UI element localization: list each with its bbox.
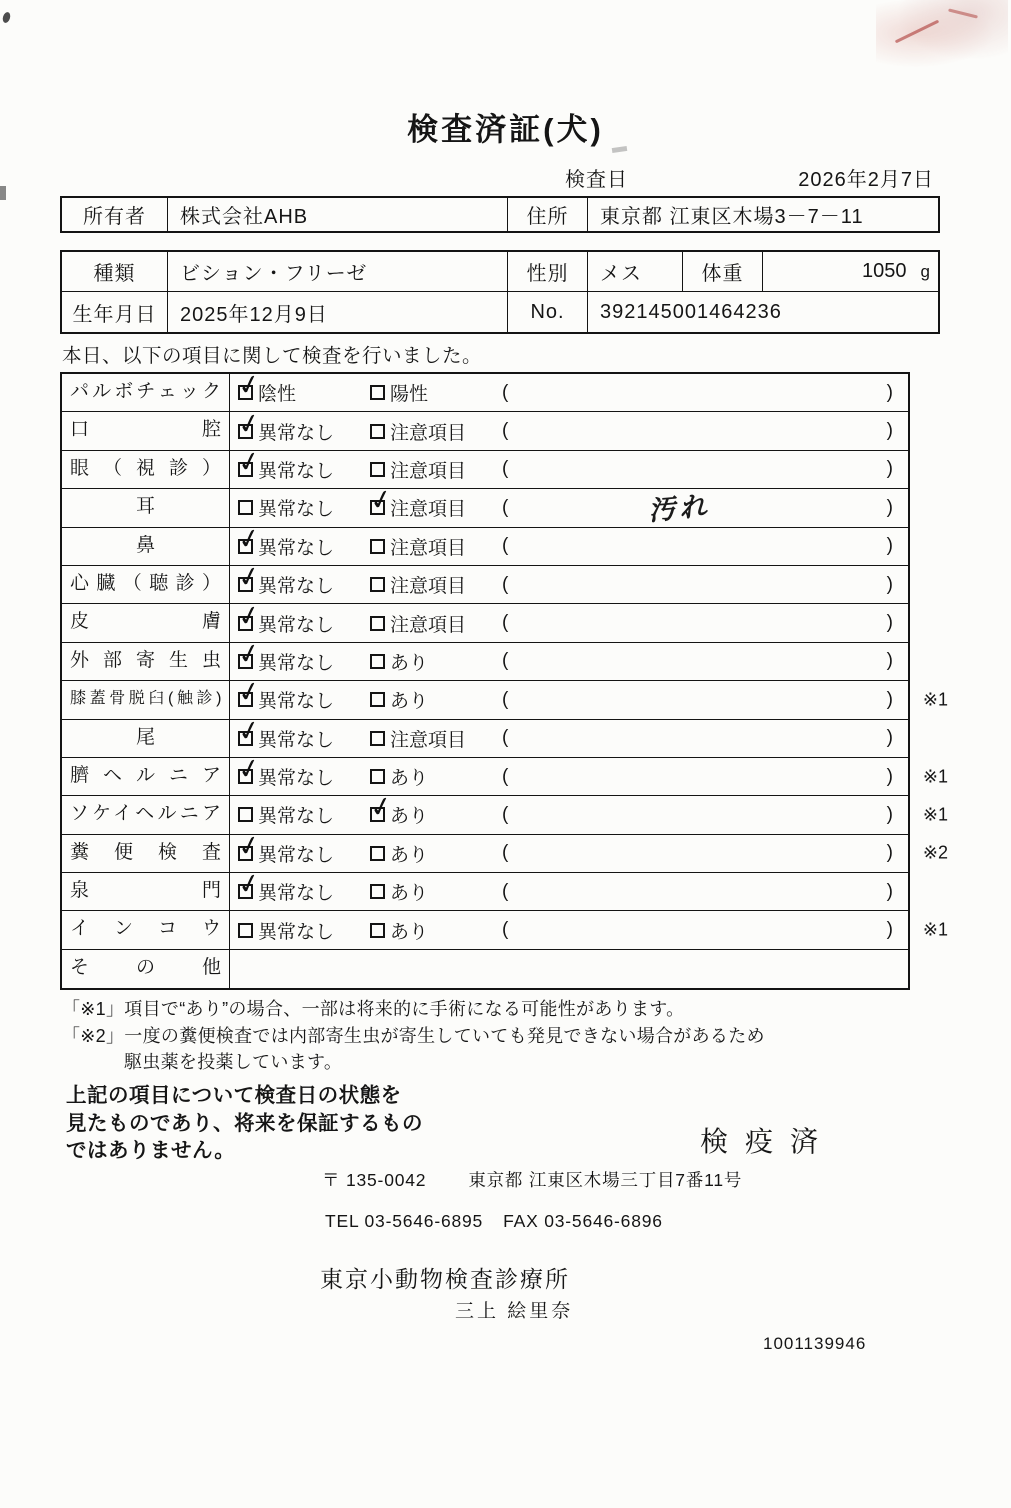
footnote-mark: ※1	[922, 689, 948, 710]
paren-close: )	[886, 496, 893, 518]
checklist-item-name: 皮膚	[62, 604, 230, 641]
checklist-option-2	[362, 681, 495, 718]
option-2-label: あり	[390, 883, 429, 905]
inspection-date-label: 検査日	[565, 169, 628, 191]
checklist-item-name: パルボチェック	[62, 374, 230, 411]
option-2-label: あり	[390, 691, 429, 713]
option-1-label: 異常なし	[258, 691, 335, 713]
paren-open: (	[502, 880, 509, 902]
option-1-label: 異常なし	[258, 768, 335, 790]
paren-open: (	[502, 381, 509, 403]
checkbox	[370, 539, 385, 554]
checklist-option-2	[362, 643, 495, 680]
clinic-address-row	[322, 1167, 742, 1192]
paren-open: (	[502, 496, 509, 518]
checklist-option-2	[362, 528, 495, 565]
veterinarian-name: 三上 絵里奈	[455, 1301, 574, 1322]
option-2-label: あり	[390, 652, 429, 674]
clinic-tel-row	[325, 1211, 663, 1232]
paren-close: )	[886, 573, 893, 595]
scan-artifact	[895, 20, 939, 44]
paren-open: (	[502, 612, 509, 634]
paren-close: )	[886, 727, 893, 749]
checklist-option-2	[362, 835, 495, 872]
checklist-option-1	[230, 368, 362, 411]
disclaimer-line-2: 見たものであり、将来を保証するもの	[66, 1111, 423, 1135]
checkbox	[367, 483, 396, 519]
paren-close: )	[886, 650, 893, 672]
checklist-option-1	[230, 752, 362, 795]
paren-open: (	[502, 919, 509, 941]
checklist-row	[62, 368, 908, 412]
option-1-label: 異常なし	[258, 844, 335, 866]
clinic-fax: FAX 03-5646-6896	[503, 1211, 663, 1231]
checklist-option-1	[230, 406, 362, 449]
checkbox	[238, 807, 253, 822]
remarks-area	[495, 873, 908, 910]
clinic-postal-code: 〒 135-0042	[322, 1170, 427, 1190]
checklist-option-1	[230, 444, 362, 488]
scan-artifact	[1, 11, 11, 24]
no-value: 392145001464236	[587, 292, 938, 332]
breed-value: ビション・フリーゼ	[167, 252, 507, 291]
checklist-option-1	[230, 598, 362, 641]
paren-open: (	[502, 727, 509, 749]
checklist-option-1	[230, 713, 362, 757]
checklist-row	[62, 598, 908, 642]
checklist-option-1	[230, 867, 362, 910]
option-1-label: 異常なし	[258, 806, 335, 828]
checkmark-icon: ✓	[235, 406, 264, 442]
checklist-row	[62, 521, 908, 566]
option-2-label: 注意項目	[390, 422, 467, 444]
option-1-label: 異常なし	[258, 537, 335, 559]
paren-close: )	[886, 880, 893, 902]
checkmark-icon: ✓	[235, 560, 264, 596]
checkbox	[370, 462, 385, 477]
checklist-row	[62, 911, 948, 949]
checkbox	[370, 654, 385, 669]
checkbox	[235, 444, 264, 480]
option-2-label: 注意項目	[390, 576, 467, 598]
inspection-date-row	[60, 163, 940, 189]
owner-label: 所有者	[83, 206, 146, 228]
birthdate-label: 生年月日	[72, 303, 157, 326]
checklist-option-1	[230, 796, 362, 833]
paren-open: (	[502, 420, 509, 442]
checkbox	[370, 769, 385, 784]
checkbox	[235, 675, 264, 711]
remarks-area	[495, 604, 908, 641]
checklist-row	[62, 790, 948, 834]
handwritten-note: 汚れ	[646, 491, 712, 528]
animal-info-table	[60, 250, 940, 334]
checklist-item-name: 臍ヘルニア	[62, 758, 230, 795]
checklist-option-1	[230, 828, 362, 872]
breed-label: 種類	[93, 263, 136, 285]
paren-close: )	[886, 612, 893, 634]
checkmark-icon: ✓	[235, 828, 264, 864]
option-2-label: 注意項目	[390, 729, 467, 751]
checkbox	[235, 636, 264, 672]
paren-close: )	[886, 842, 893, 864]
checklist-option-2	[362, 911, 495, 948]
option-2-label: あり	[390, 844, 429, 866]
page-title: 検査済証(犬)	[407, 112, 604, 147]
remarks-area	[495, 451, 908, 488]
checklist-option-2	[362, 758, 495, 795]
checkbox	[370, 884, 385, 899]
checklist-option-2	[362, 604, 495, 641]
remarks-area	[495, 374, 908, 411]
checkmark-icon: ✓	[235, 675, 264, 711]
disclaimer-line-3: ではありません。	[66, 1139, 236, 1162]
paren-close: )	[886, 919, 893, 941]
checklist-item-name: 口腔	[62, 412, 230, 449]
option-1-label: 陰性	[258, 384, 297, 406]
checklist-item-name: 眼（視診）	[62, 451, 230, 488]
checklist-option-2	[362, 451, 495, 488]
checklist-row	[62, 636, 908, 681]
address-label: 住所	[507, 198, 587, 231]
option-2-label: あり	[390, 806, 429, 828]
checklist-item-name: 鼻	[62, 528, 230, 565]
checkmark-icon: ✓	[235, 444, 264, 480]
option-1-label: 異常なし	[258, 883, 335, 905]
checklist-option-2	[362, 374, 495, 411]
checklist-row	[62, 560, 908, 604]
checkmark-icon: ✓	[235, 598, 264, 634]
checkbox	[235, 560, 264, 596]
option-2-label: あり	[390, 921, 429, 943]
checkbox	[238, 923, 253, 938]
option-1-label: 異常なし	[258, 576, 335, 598]
remarks-area	[495, 720, 908, 757]
checklist-row	[62, 752, 948, 796]
paren-open: (	[502, 803, 509, 825]
checklist-table	[60, 368, 948, 990]
checklist-item-name: 心臓（聴診）	[62, 566, 230, 603]
checkmark-icon: ✓	[235, 713, 264, 749]
remarks-area	[495, 911, 908, 948]
checkbox	[370, 385, 385, 400]
weight-cell	[762, 252, 938, 291]
checklist-option-2	[362, 412, 495, 449]
option-2-label: 注意項目	[390, 499, 467, 521]
checklist-row	[62, 444, 908, 489]
checkbox	[235, 713, 264, 749]
scan-artifact	[948, 8, 978, 18]
checklist-item-name: 膝蓋骨脱臼(触診)	[62, 681, 230, 718]
option-1-label: 異常なし	[258, 729, 335, 751]
footnote-mark: ※1	[922, 919, 948, 940]
option-1-label: 異常なし	[258, 652, 335, 674]
checklist-option-1	[230, 636, 362, 680]
footnote-mark: ※1	[922, 766, 948, 787]
checkbox	[238, 500, 253, 515]
paren-close: )	[886, 420, 893, 442]
scan-artifact	[876, 0, 1008, 74]
inspection-date-value: 2026年2月7日	[798, 169, 934, 191]
checklist-row	[62, 406, 908, 450]
disclaimer-line-1: 上記の項目について検査日の状態を	[66, 1084, 402, 1107]
paren-close: )	[886, 803, 893, 825]
checkbox	[235, 828, 264, 864]
serial-number: 1001139946	[763, 1334, 867, 1353]
checkbox	[235, 368, 264, 404]
checklist-option-2	[362, 873, 495, 910]
checklist-row	[62, 713, 908, 758]
quarantine-passed-stamp: 検疫済	[700, 1126, 836, 1157]
remarks-area	[495, 566, 908, 603]
checklist-option-1	[230, 911, 362, 948]
paren-close: )	[886, 381, 893, 403]
weight-unit: g	[920, 261, 930, 281]
checklist-option-1	[230, 521, 362, 565]
option-1-label: 異常なし	[258, 460, 335, 482]
checkbox	[370, 923, 385, 938]
footnote-mark: ※2	[922, 842, 948, 863]
owner-table	[60, 196, 940, 233]
sex-value: メス	[587, 252, 682, 291]
checklist-body	[62, 368, 948, 988]
option-2-label: 陽性	[390, 384, 429, 406]
footnote-1: 「※1」項目で“あり”の場合、一部は将来的に手術になる可能性があります。	[62, 999, 685, 1019]
checkbox	[235, 521, 264, 557]
clinic-address: 東京都 江東区木場三丁目7番11号	[468, 1170, 743, 1190]
paren-open: (	[502, 765, 509, 787]
remarks-area	[495, 835, 908, 872]
paren-open: (	[502, 535, 509, 557]
checkbox	[367, 790, 396, 826]
checkmark-icon: ✓	[235, 867, 264, 903]
checklist-item-name: 泉門	[62, 873, 230, 910]
checklist-row	[62, 867, 908, 911]
checklist-option-1	[230, 560, 362, 603]
option-1-label: 異常なし	[258, 614, 335, 636]
owner-value: 株式会社AHB	[167, 198, 507, 231]
footnote-2b: 駆虫薬を投薬しています。	[124, 1052, 343, 1072]
checklist-item-name: その他	[62, 950, 230, 988]
paren-close: )	[886, 688, 893, 710]
sex-label: 性別	[507, 252, 587, 291]
weight-label: 体重	[682, 252, 762, 291]
checkbox	[370, 846, 385, 861]
footnote-mark: ※1	[922, 804, 948, 825]
paren-open: (	[502, 458, 509, 480]
remarks-area	[495, 489, 908, 526]
option-1-label: 異常なし	[258, 422, 335, 444]
clinic-name: 東京小動物検査診療所	[320, 1266, 570, 1292]
paren-open: (	[502, 688, 509, 710]
option-1-label: 異常なし	[258, 499, 335, 521]
checkmark-icon: ✓	[235, 521, 264, 557]
remarks-area	[495, 758, 908, 795]
paren-close: )	[886, 458, 893, 480]
checklist-row	[62, 950, 908, 988]
checkbox	[235, 598, 264, 634]
checkmark-icon: ✓	[235, 752, 264, 788]
checklist-option-1	[230, 489, 362, 526]
checkmark-icon: ✓	[235, 636, 264, 672]
option-2-label: 注意項目	[390, 460, 467, 482]
remarks-area	[495, 681, 908, 718]
checkmark-icon: ✓	[367, 483, 396, 519]
checklist-item-name: インコウ	[62, 911, 230, 948]
checklist-option-2	[362, 790, 495, 833]
checklist-option-1	[230, 675, 362, 718]
checkbox	[370, 577, 385, 592]
checkbox	[370, 731, 385, 746]
checklist-item-name: 糞便検査	[62, 835, 230, 872]
remarks-area	[495, 796, 908, 833]
checklist-option-2	[362, 483, 495, 526]
checkmark-icon: ✓	[235, 368, 264, 404]
address-value: 東京都 江東区木場3－7－11	[587, 198, 938, 231]
option-1-label: 異常なし	[258, 921, 335, 943]
intro-text: 本日、以下の項目に関して検査を行いました。	[62, 345, 483, 367]
checklist-item-name: 外部寄生虫	[62, 643, 230, 680]
option-2-label: 注意項目	[390, 537, 467, 559]
footnotes	[62, 996, 765, 1076]
checklist-row	[62, 675, 948, 719]
weight-value: 1050	[862, 260, 907, 282]
checklist-option-2	[362, 566, 495, 603]
checkbox	[370, 616, 385, 631]
checkmark-icon: ✓	[367, 790, 396, 826]
checkbox	[370, 692, 385, 707]
paren-close: )	[886, 535, 893, 557]
checklist-row	[62, 828, 948, 873]
paren-open: (	[502, 650, 509, 672]
no-label: No.	[507, 292, 587, 332]
scan-artifact	[0, 186, 6, 200]
clinic-tel: TEL 03-5646-6895	[325, 1211, 484, 1231]
paren-open: (	[502, 842, 509, 864]
checklist-item-name: 尾	[62, 720, 230, 757]
checkbox	[370, 424, 385, 439]
option-2-label: 注意項目	[390, 614, 467, 636]
disclaimer	[66, 1082, 423, 1165]
remarks-area	[495, 528, 908, 565]
option-2-label: あり	[390, 768, 429, 790]
checkbox	[235, 752, 264, 788]
paren-close: )	[886, 765, 893, 787]
checkbox	[235, 406, 264, 442]
remarks-area	[495, 643, 908, 680]
birthdate-value: 2025年12月9日	[167, 292, 507, 332]
paren-open: (	[502, 573, 509, 595]
checklist-option-2	[362, 720, 495, 757]
checklist-row	[62, 483, 908, 528]
checklist-item-name: 耳	[62, 489, 230, 526]
remarks-area	[495, 412, 908, 449]
checklist-item-name: ソケイヘルニア	[62, 796, 230, 833]
footnote-2: 「※2」一度の糞便検査では内部寄生虫が寄生していても発見できない場合があるため	[62, 1025, 765, 1046]
checkbox	[235, 867, 264, 903]
